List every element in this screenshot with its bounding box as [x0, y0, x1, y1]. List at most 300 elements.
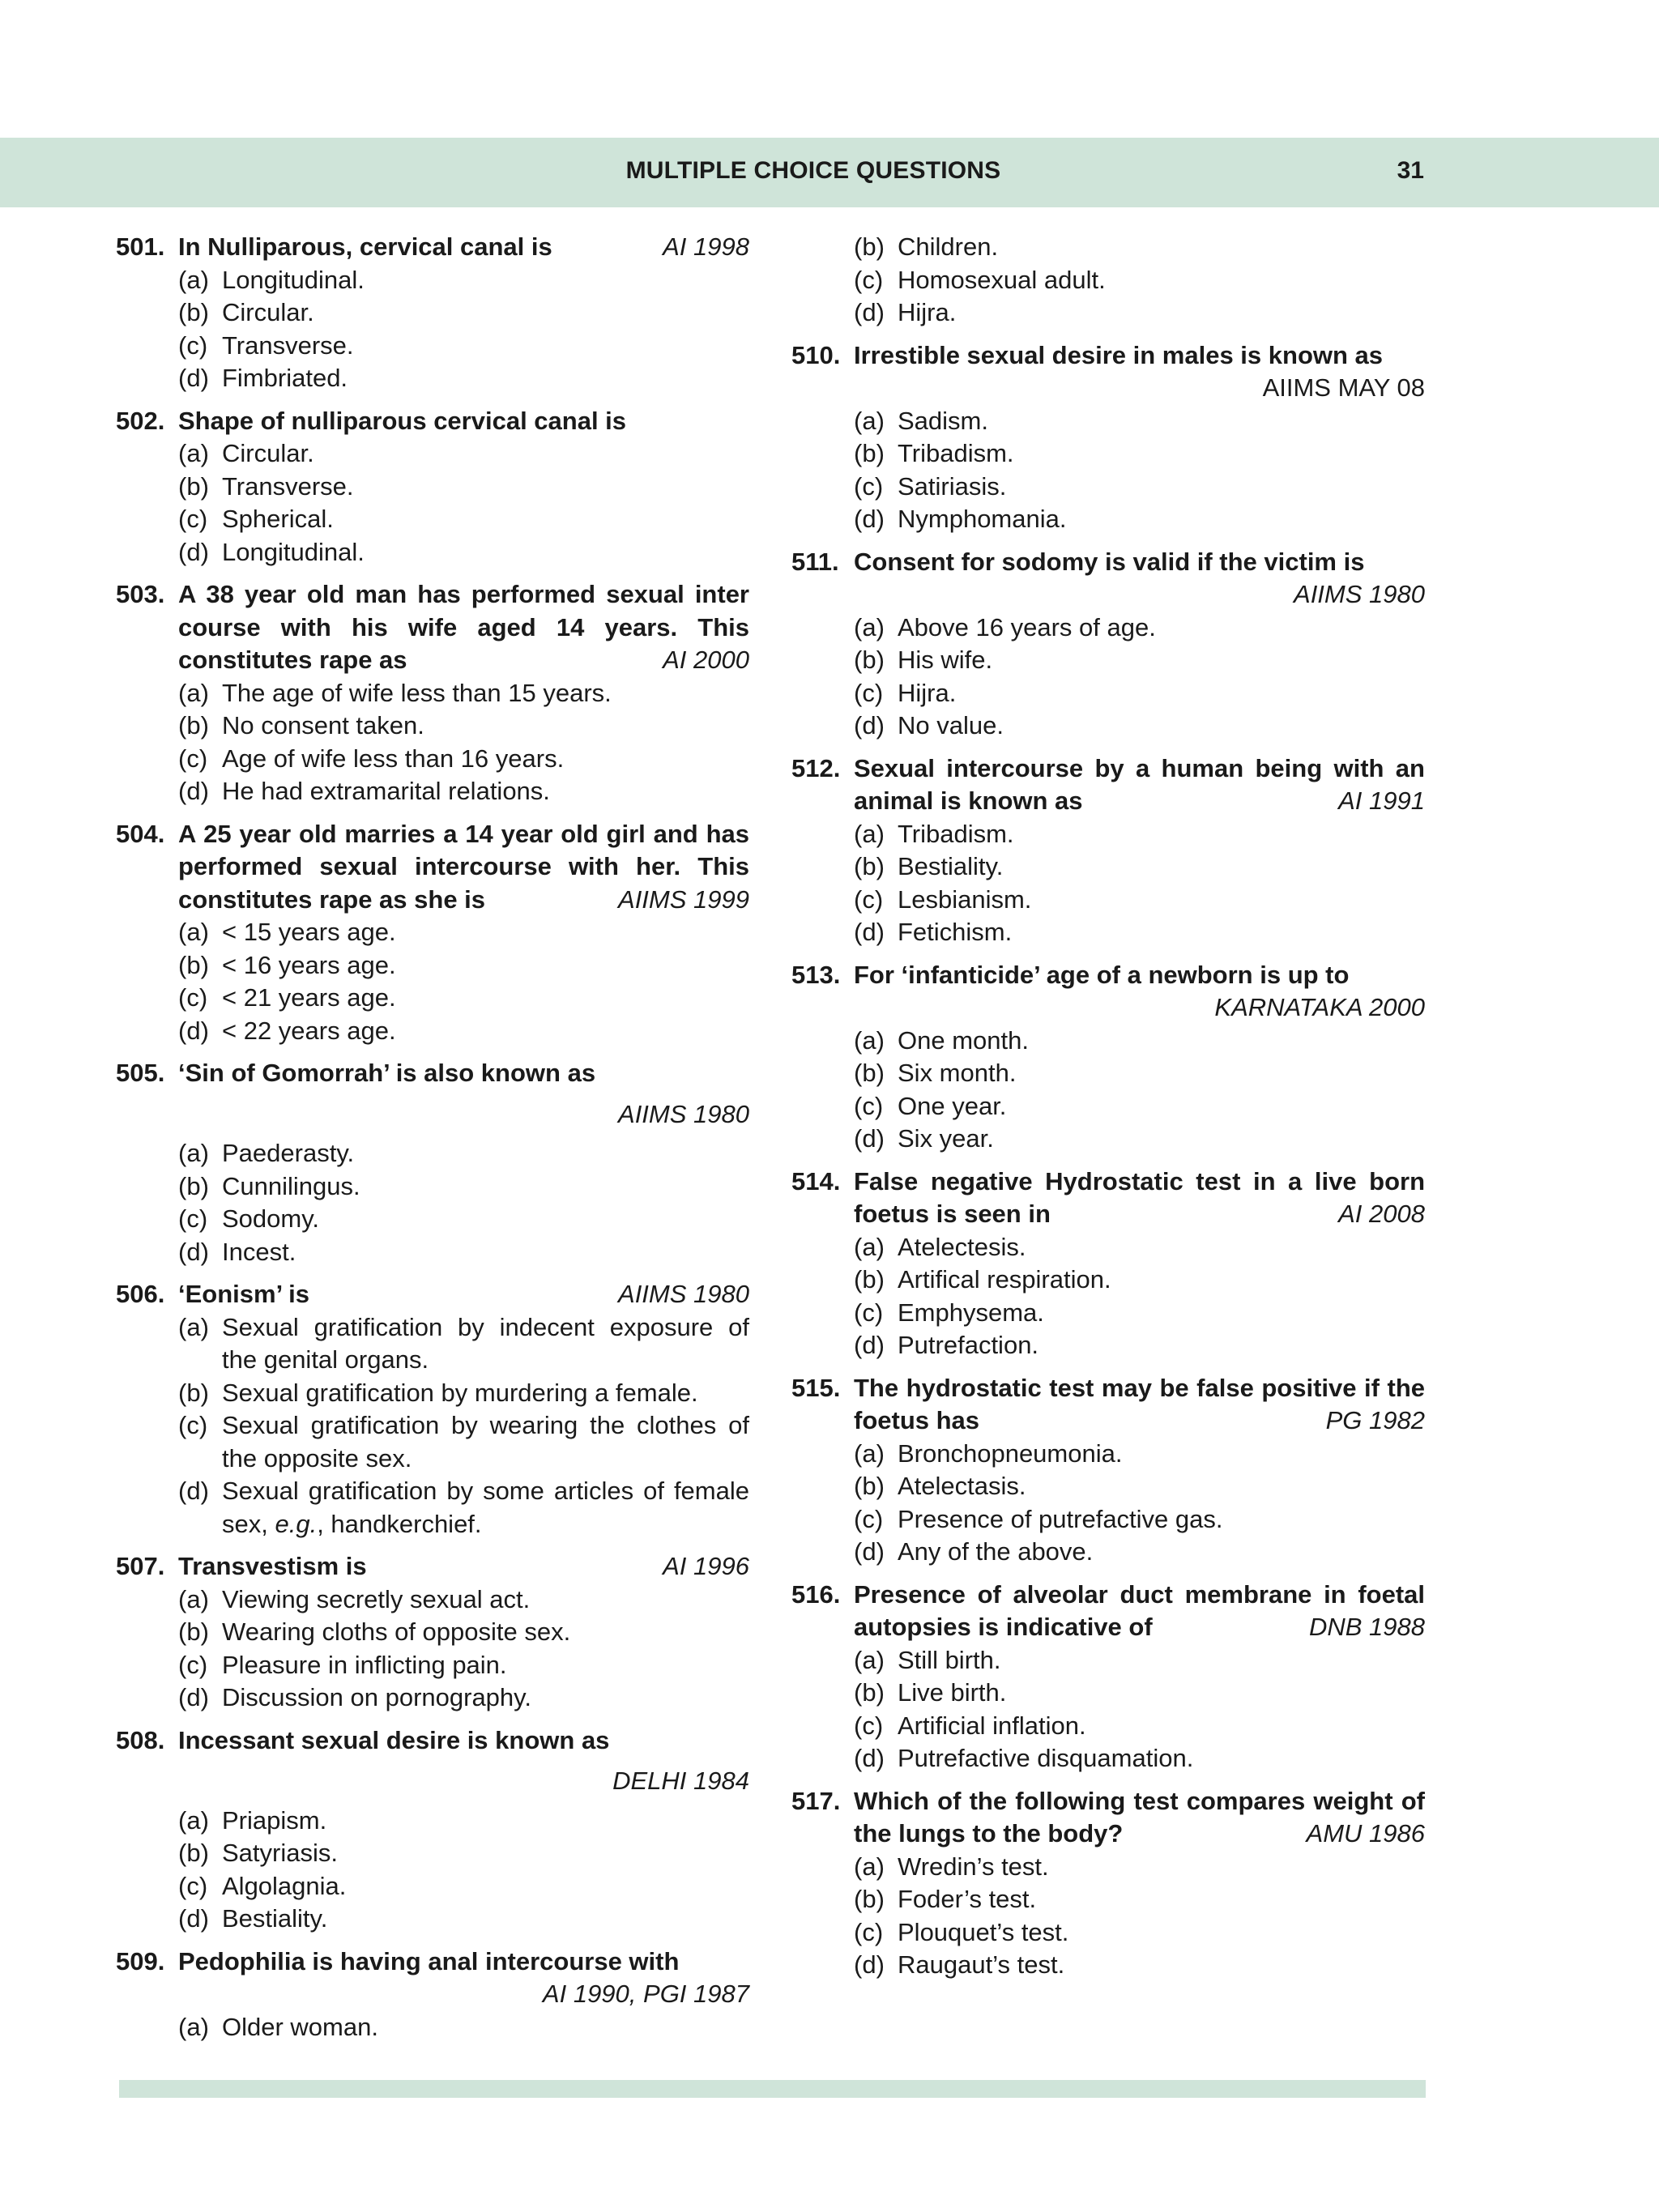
question-stem: [791, 339, 1425, 373]
option-text: Pleasure in inflicting pain.: [222, 1650, 507, 1679]
option-text: Sadism.: [898, 406, 988, 435]
answer-option: [854, 1297, 1425, 1330]
answer-option: [854, 437, 1425, 471]
exam-source: AI 1998: [663, 232, 749, 261]
option-letter: (b): [854, 1059, 885, 1087]
question-stem: [116, 1278, 749, 1311]
question-text: Irrestible sexual desire in males is known as: [854, 340, 1384, 369]
option-text: Longitudinal.: [222, 537, 365, 566]
option-letter: (c): [178, 1411, 208, 1439]
answer-option: [178, 1475, 749, 1541]
question-stem: [116, 231, 749, 264]
question-block: [116, 578, 749, 808]
option-letter: (c): [854, 471, 884, 501]
option-text: The age of wife less than 15 years.: [222, 678, 612, 707]
question-number: 513.: [791, 960, 841, 989]
option-text: Incest.: [222, 1237, 296, 1266]
answer-option: [178, 1015, 749, 1048]
option-letter: (d): [854, 1537, 885, 1566]
question-number: 504.: [116, 819, 165, 848]
question-stem: [791, 1579, 1425, 1644]
option-text: Sodomy.: [222, 1204, 320, 1233]
answer-option: [178, 296, 749, 330]
option-text: Sexual gratification by murdering a female.: [222, 1378, 698, 1407]
question-block: [116, 405, 749, 569]
option-letter: (a): [854, 406, 885, 435]
option-letter: (b): [178, 1171, 209, 1200]
question-block: [791, 1166, 1425, 1362]
option-letter: (a): [854, 1025, 885, 1055]
question-number: 512.: [791, 753, 841, 782]
question-text: A 38 year old man has performed sexual inter course with his wife aged 14 years. This constitutes rape as AI 2000: [178, 578, 749, 677]
question-text: Shape of nulliparous cervical canal is: [178, 406, 627, 435]
answer-option: [178, 982, 749, 1015]
option-list: [116, 437, 749, 569]
option-letter: (d): [854, 1124, 885, 1153]
option-letter: (b): [178, 1617, 209, 1646]
option-letter: (b): [178, 471, 209, 501]
option-text: Putrefactive disquamation.: [898, 1744, 1194, 1772]
question-stem: [116, 578, 749, 677]
answer-option: [854, 1536, 1425, 1569]
answer-option: [854, 1851, 1425, 1884]
option-text: Nymphomania.: [898, 505, 1067, 533]
exam-source: KARNATAKA 2000: [1214, 993, 1425, 1021]
option-text: Sexual gratification by wearing the clothes of the opposite sex.: [222, 1411, 749, 1473]
page-title: MULTIPLE CHOICE QUESTIONS: [625, 157, 1001, 184]
option-letter: (c): [178, 1871, 208, 1900]
answer-option: [178, 916, 749, 949]
option-letter: (a): [854, 819, 885, 848]
question-text: Pedophilia is having anal intercourse with: [178, 1946, 680, 1975]
option-letter: (a): [854, 1645, 885, 1674]
option-text: Paederasty.: [222, 1139, 355, 1167]
question-block: [116, 1724, 749, 1936]
question-block: [116, 231, 749, 395]
option-list: [791, 1851, 1425, 1982]
answer-option: [854, 612, 1425, 645]
option-text: One month.: [898, 1025, 1029, 1055]
answer-option: [854, 1090, 1425, 1123]
option-letter: (c): [178, 330, 208, 360]
answer-option: [854, 884, 1425, 917]
option-letter: (d): [854, 711, 885, 739]
question-block: [791, 1372, 1425, 1569]
question-text: ‘Sin of Gomorrah’ is also known as: [178, 1059, 596, 1087]
question-block: [116, 1278, 749, 1541]
option-text: Wearing cloths of opposite sex.: [222, 1617, 571, 1646]
option-letter: (d): [854, 1331, 885, 1359]
exam-source: AI 1990, PGI 1987: [542, 1980, 749, 2008]
answer-option: [178, 1681, 749, 1715]
answer-option: [178, 1903, 749, 1936]
option-letter: (a): [178, 678, 209, 707]
question-block: [791, 339, 1425, 536]
option-letter: (a): [178, 265, 209, 294]
answer-option: [854, 916, 1425, 949]
option-text: Sexual gratification by indecent exposure of the genital organs.: [222, 1312, 749, 1374]
answer-option: [178, 471, 749, 504]
exam-source: PG 1982: [1325, 1406, 1425, 1434]
option-letter: (a): [178, 1139, 209, 1167]
question-text: Consent for sodomy is valid if the victim is: [854, 547, 1365, 576]
option-text: Priapism.: [222, 1805, 327, 1835]
option-text: Artifical respiration.: [898, 1265, 1111, 1294]
question-stem: [116, 1724, 749, 1758]
answer-option: [178, 362, 749, 395]
option-list: [116, 264, 749, 395]
option-text: His wife.: [898, 646, 993, 674]
answer-option: [854, 1057, 1425, 1090]
question-number: 505.: [116, 1059, 165, 1087]
right-column: [791, 231, 1425, 1992]
exam-source: AIIMS MAY 08: [1262, 373, 1425, 402]
option-text: Live birth.: [898, 1678, 1007, 1707]
question-block: [791, 959, 1425, 1156]
answer-option: [178, 1616, 749, 1649]
option-text: Plouquet’s test.: [898, 1917, 1069, 1946]
option-text: Hijra.: [898, 298, 957, 326]
option-letter: (b): [178, 1839, 209, 1867]
question-stem: [791, 1166, 1425, 1231]
answer-option: [854, 405, 1425, 438]
answer-option: [854, 710, 1425, 743]
option-letter: (c): [854, 1504, 884, 1533]
answer-option: [178, 1649, 749, 1682]
exam-source: AI 1991: [1338, 786, 1425, 815]
answer-option: [178, 677, 749, 710]
option-letter: (c): [854, 1917, 884, 1946]
option-text: No consent taken.: [222, 711, 424, 739]
exam-source: AI 2008: [1338, 1200, 1425, 1228]
option-letter: (d): [178, 1477, 209, 1505]
option-letter: (d): [178, 1683, 209, 1711]
answer-option: [854, 644, 1425, 677]
question-number: 503.: [116, 580, 165, 608]
option-text: Transverse.: [222, 471, 354, 501]
option-letter: (d): [178, 1016, 209, 1045]
option-text: Atelectasis.: [898, 1472, 1026, 1500]
answer-option: [854, 1503, 1425, 1536]
option-letter: (a): [854, 1232, 885, 1261]
option-letter: (d): [178, 1904, 209, 1933]
option-list: [791, 1231, 1425, 1362]
option-letter: (d): [854, 505, 885, 533]
option-letter: (c): [178, 983, 208, 1012]
option-letter: (a): [178, 1805, 209, 1835]
option-letter: (b): [178, 950, 209, 979]
option-letter: (d): [178, 1237, 209, 1266]
option-letter: (d): [178, 777, 209, 805]
option-text: < 15 years age.: [222, 918, 396, 946]
answer-option: [178, 1236, 749, 1269]
option-letter: (b): [854, 1885, 885, 1913]
answer-option: [854, 1677, 1425, 1710]
option-letter: (b): [854, 439, 885, 467]
option-list: [791, 1438, 1425, 1569]
answer-option: [854, 1883, 1425, 1916]
question-block: [791, 1579, 1425, 1775]
option-text: Fimbriated.: [222, 364, 348, 392]
question-number: 510.: [791, 340, 841, 369]
option-text: < 21 years age.: [222, 983, 396, 1012]
option-letter: (c): [854, 265, 884, 294]
answer-option: [178, 1377, 749, 1410]
option-text: Satyriasis.: [222, 1839, 338, 1867]
exam-source: AI 1996: [663, 1552, 749, 1580]
option-text: Bestiality.: [898, 852, 1004, 880]
option-list: [116, 1805, 749, 1936]
question-stem: [791, 1372, 1425, 1438]
option-text: Cunnilingus.: [222, 1171, 360, 1200]
answer-option: [178, 1409, 749, 1475]
option-letter: (c): [854, 1091, 884, 1120]
option-text: Longitudinal.: [222, 265, 365, 294]
answer-option: [178, 949, 749, 982]
answer-option: [178, 1137, 749, 1170]
answer-option: [854, 264, 1425, 297]
option-letter: (a): [178, 1312, 209, 1341]
answer-option: [178, 1170, 749, 1204]
option-text: Circular.: [222, 298, 314, 326]
exam-source: AIIMS 1980: [618, 1099, 749, 1128]
answer-option: [178, 1311, 749, 1377]
answer-option: [854, 677, 1425, 710]
answer-option: [854, 1742, 1425, 1775]
option-text: Bestiality.: [222, 1904, 328, 1933]
option-letter: (a): [854, 1852, 885, 1881]
answer-option: [854, 296, 1425, 330]
answer-option: [854, 1916, 1425, 1950]
question-number: 511.: [791, 547, 839, 576]
question-text: Incessant sexual desire is known as: [178, 1725, 610, 1754]
option-letter: (c): [178, 505, 208, 533]
option-letter: (a): [178, 1584, 209, 1613]
option-text: Bronchopneumonia.: [898, 1438, 1123, 1468]
option-letter: (b): [854, 232, 885, 261]
question-text: ‘Eonism’ is AIIMS 1980: [178, 1278, 749, 1311]
left-column: [116, 231, 749, 2053]
option-letter: (b): [178, 1378, 209, 1407]
option-letter: (d): [178, 364, 209, 392]
answer-option: [178, 743, 749, 776]
page-number: 31: [1397, 157, 1424, 184]
exam-source: AIIMS 1999: [618, 884, 749, 914]
option-letter: (b): [854, 852, 885, 880]
option-list: [116, 1583, 749, 1715]
answer-option: [178, 775, 749, 808]
answer-option: [854, 503, 1425, 536]
option-text: Children.: [898, 232, 999, 261]
option-list: [791, 405, 1425, 536]
option-text: Six month.: [898, 1059, 1017, 1087]
option-letter: (b): [854, 1678, 885, 1707]
question-stem: [791, 752, 1425, 818]
option-list: [791, 612, 1425, 743]
exam-source: DELHI 1984: [612, 1767, 749, 1795]
option-list: [116, 2011, 749, 2044]
answer-option: [854, 1644, 1425, 1677]
option-text: Hijra.: [898, 678, 957, 707]
question-text: Presence of alveolar duct membrane in foetal autopsies is indicative of DNB 1988: [854, 1579, 1425, 1644]
answer-option: [178, 1583, 749, 1617]
question-stem: [116, 1946, 749, 1979]
option-text: Any of the above.: [898, 1537, 1094, 1566]
option-letter: (c): [178, 744, 208, 773]
option-text: Artificial inflation.: [898, 1711, 1086, 1740]
option-text: Tribadism.: [898, 819, 1014, 848]
option-letter: (c): [854, 1711, 884, 1740]
option-text: He had extramarital relations.: [222, 777, 550, 805]
question-number: 517.: [791, 1786, 841, 1815]
continued-options: [791, 231, 1425, 330]
question-number: 509.: [116, 1946, 165, 1975]
answer-option: [854, 850, 1425, 884]
footer-band: [119, 2080, 1426, 2098]
option-text: Wredin’s test.: [898, 1852, 1049, 1881]
option-text: Homosexual adult.: [898, 265, 1106, 294]
question-text: For ‘infanticide’ age of a newborn is up to: [854, 960, 1350, 989]
option-letter: (b): [854, 646, 885, 674]
option-text: Raugaut’s test.: [898, 1950, 1065, 1979]
answer-option: [178, 330, 749, 363]
option-letter: (c): [854, 678, 884, 707]
option-text: Lesbianism.: [898, 884, 1032, 914]
exam-source: AI 2000: [663, 646, 749, 674]
option-letter: (a): [178, 439, 209, 467]
option-text: Emphysema.: [898, 1298, 1044, 1327]
exam-source: AIIMS 1980: [618, 1280, 749, 1308]
question-block: [116, 818, 749, 1048]
answer-option: [178, 1837, 749, 1870]
question-text: In Nulliparous, cervical canal is AI 1998: [178, 231, 749, 264]
option-list: [116, 677, 749, 808]
answer-option: [178, 536, 749, 569]
option-text: No value.: [898, 711, 1004, 739]
option-letter: (c): [854, 884, 884, 914]
option-letter: (b): [854, 1265, 885, 1294]
question-number: 501.: [116, 232, 165, 261]
option-letter: (c): [178, 1650, 208, 1679]
answer-option: [854, 1123, 1425, 1156]
answer-option: [178, 503, 749, 536]
option-text: Transverse.: [222, 330, 354, 360]
question-block: [791, 752, 1425, 949]
answer-option: [854, 818, 1425, 851]
option-letter: (a): [178, 918, 209, 946]
question-number: 516.: [791, 1579, 841, 1609]
answer-option: [178, 1805, 749, 1838]
option-text: Viewing secretly sexual act.: [222, 1584, 531, 1613]
option-letter: (d): [178, 537, 209, 566]
exam-source: AIIMS 1980: [1294, 580, 1425, 608]
option-letter: (a): [854, 612, 885, 641]
answer-option: [854, 1329, 1425, 1362]
option-list: [116, 1137, 749, 1268]
answer-option: [178, 1870, 749, 1903]
question-text: The hydrostatic test may be false positive if the foetus has PG 1982: [854, 1372, 1425, 1438]
question-number: 507.: [116, 1552, 165, 1580]
option-text: Tribadism.: [898, 439, 1014, 467]
option-letter: (d): [854, 298, 885, 326]
option-text: Foder’s test.: [898, 1885, 1037, 1913]
question-number: 514.: [791, 1166, 841, 1196]
option-letter: (a): [854, 1438, 885, 1468]
option-letter: (b): [178, 711, 209, 739]
answer-option: [854, 1231, 1425, 1264]
question-stem: [791, 1785, 1425, 1851]
option-list: [116, 1311, 749, 1541]
option-text: Discussion on pornography.: [222, 1683, 531, 1711]
question-text: False negative Hydrostatic test in a live born foetus is seen in AI 2008: [854, 1166, 1425, 1231]
option-letter: (b): [854, 1472, 885, 1500]
option-text: Atelectesis.: [898, 1232, 1026, 1261]
question-text: Which of the following test compares weight of the lungs to the body? AMU 1986: [854, 1785, 1425, 1851]
answer-option: [178, 2011, 749, 2044]
option-letter: (a): [178, 2012, 209, 2041]
question-stem: [116, 405, 749, 438]
option-text: Algolagnia.: [222, 1871, 347, 1900]
option-letter: (d): [854, 918, 885, 946]
answer-option: [854, 231, 1425, 264]
answer-option: [854, 1470, 1425, 1503]
option-text: < 22 years age.: [222, 1016, 396, 1045]
option-letter: (d): [854, 1950, 885, 1979]
option-text: Circular.: [222, 439, 314, 467]
option-text: Fetichism.: [898, 918, 1013, 946]
question-number: 515.: [791, 1373, 841, 1402]
question-stem: [116, 1550, 749, 1583]
option-list: [791, 1025, 1425, 1156]
answer-option: [854, 1025, 1425, 1058]
option-letter: (b): [178, 298, 209, 326]
option-text: Sexual gratification by some articles of female sex, e.g., handkerchief.: [222, 1477, 749, 1538]
answer-option: [178, 437, 749, 471]
answer-option: [854, 1264, 1425, 1297]
option-text: One year.: [898, 1091, 1007, 1120]
question-number: 502.: [116, 406, 165, 435]
option-text: Satiriasis.: [898, 471, 1007, 501]
answer-option: [854, 1710, 1425, 1743]
answer-option: [854, 471, 1425, 504]
question-text: Transvestism is AI 1996: [178, 1550, 749, 1583]
option-text: Above 16 years of age.: [898, 612, 1156, 641]
option-text: Older woman.: [222, 2012, 378, 2041]
option-list: [116, 916, 749, 1047]
exam-source: DNB 1988: [1308, 1613, 1425, 1641]
question-block: [791, 1785, 1425, 1982]
option-letter: (c): [854, 1298, 884, 1327]
question-block: [116, 1946, 749, 2044]
question-block: [116, 1550, 749, 1715]
answer-option: [178, 264, 749, 297]
option-list: [791, 818, 1425, 949]
option-text: Still birth.: [898, 1645, 1001, 1674]
question-text: A 25 year old marries a 14 year old girl and has performed sexual intercourse with her. This constitutes rape as she is AIIMS 1999: [178, 818, 749, 917]
option-text: Age of wife less than 16 years.: [222, 744, 565, 773]
question-block: [791, 546, 1425, 743]
option-text: Six year.: [898, 1124, 994, 1153]
option-list: [791, 231, 1425, 330]
option-letter: (d): [854, 1744, 885, 1772]
question-stem: [791, 546, 1425, 579]
question-stem: [116, 1057, 749, 1090]
answer-option: [854, 1438, 1425, 1471]
option-text: < 16 years age.: [222, 950, 396, 979]
option-text: Putrefaction.: [898, 1331, 1039, 1359]
question-stem: [791, 959, 1425, 992]
answer-option: [178, 1203, 749, 1236]
